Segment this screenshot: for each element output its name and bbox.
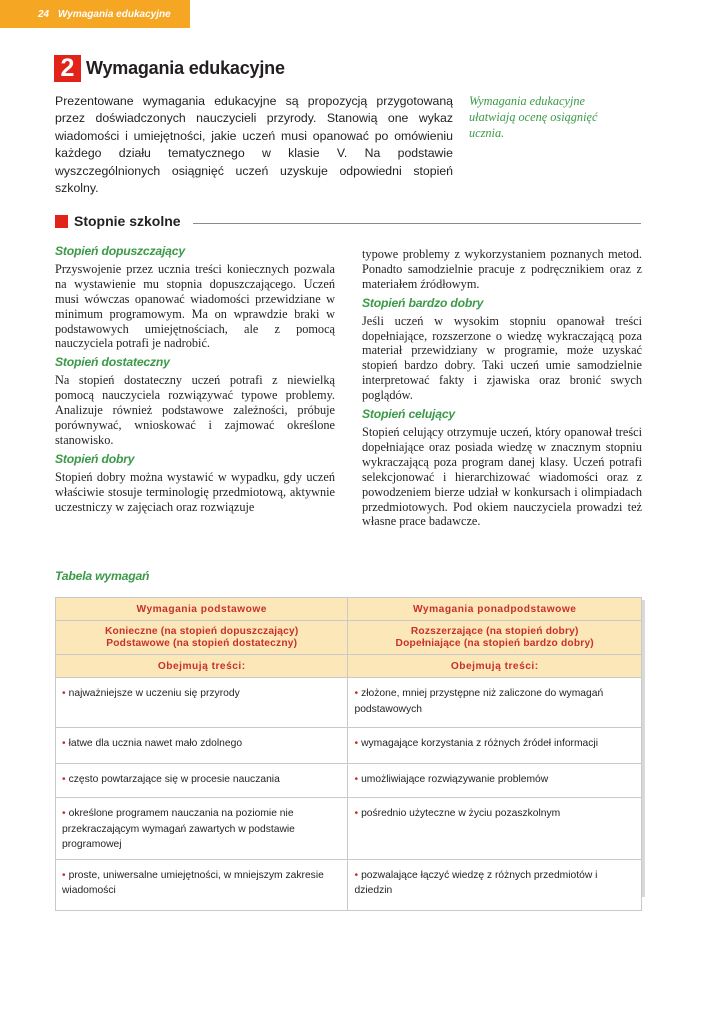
table-row: [56, 859, 642, 910]
grades-column-left: [55, 244, 335, 518]
section-heading: [54, 55, 285, 82]
bullet-icon: •: [354, 774, 359, 785]
cell-text: pozwalające łączyć wiedzę z różnych przedmiotów i dziedzin: [354, 869, 598, 896]
table-row: [56, 728, 642, 764]
cell-text: umożliwiające rozwiązywanie problemów: [361, 774, 549, 785]
grade-title: Stopień celujący: [362, 407, 455, 422]
bullet-icon: •: [62, 774, 66, 785]
intro-paragraph: Prezentowane wymagania edukacyjne są propozycją przygotowaną przez doświadczonych nauczycieli przyrody. Stanowią one wykaz wiadomości i umiejętności, jakie uczeń musi opanować po omówieniu każdego działu tematycznego w klasie V. Na podstawie wyszczególnionych osiągnięć uczeń uzyskuje odpowiedni stopień szkolny.: [55, 94, 453, 196]
cell-text: określone programem nauczania na poziomie nie przekraczającym wymagań zawartych w podstawie programowej: [62, 808, 295, 850]
grade-description: Stopień celujący otrzymuje uczeń, który opanował treści dopełniające oraz posiada wiedzę w znacznym stopniu wykraczającą poza program danej klasy. Uczeń potrafi selekcjonować i hierarchizować wiadomości oraz z powodzeniem bierze udział w konkursach i olimpiadach przedmiotowych. Pod okiem nauczyciela prowadzi też własne prace badawcze.: [362, 424, 642, 529]
grade-description: Na stopień dostateczny uczeń potrafi z niewielką pomocą nauczyciela rozwiązywać typowe problemy. Analizuje również podstawowe zależności, próbuje porównywać, wnioskować i zajmować określone stanowisko.: [55, 373, 335, 447]
grade-description-continued: typowe problemy z wykorzystaniem poznanych metod. Ponadto samodzielnie pracuje z podręcznikiem oraz z materiałem źródłowym.: [362, 247, 642, 291]
bullet-icon: •: [62, 738, 66, 749]
cell-text: proste, uniwersalne umiejętności, w mniejszym zakresie wiadomości: [62, 869, 324, 896]
section-title: Wymagania edukacyjne: [86, 58, 285, 78]
bullet-icon: •: [62, 688, 66, 699]
grade-title: Stopień bardzo dobry: [362, 295, 484, 310]
contains-label: Obejmują treści:: [348, 655, 642, 678]
table-cell: [348, 859, 642, 910]
table-row: [56, 678, 642, 728]
page-number: 24: [38, 8, 50, 20]
running-title: Wymagania edukacyjne: [58, 8, 171, 20]
bullet-icon: •: [354, 738, 359, 749]
column-title: Wymagania podstawowe: [56, 598, 348, 621]
cell-text: złożone, mniej przystępne niż zaliczone do wymagań podstawowych: [354, 688, 604, 715]
contains-label: Obejmują treści:: [56, 655, 348, 678]
column-subtitle-line: Dopełniające (na stopień bardzo dobry): [395, 637, 594, 649]
table-shadow: [642, 600, 645, 895]
cell-text: pośrednio użyteczne w życiu pozaszkolnym: [361, 808, 561, 819]
table-cell: [348, 764, 642, 798]
red-square-marker: [55, 215, 68, 228]
grade-title: Stopień dostateczny: [55, 355, 170, 370]
cell-text: wymagające korzystania z różnych źródeł informacji: [361, 738, 598, 749]
table-cell: [56, 798, 348, 860]
column-subtitle-line: Konieczne (na stopień dopuszczający): [105, 625, 299, 637]
bullet-icon: •: [62, 808, 66, 819]
table-cell: [56, 764, 348, 798]
table-cell: [56, 859, 348, 910]
grades-heading: Stopnie szkolne: [74, 213, 181, 229]
table-header-row: [56, 598, 642, 621]
grade-description: Jeśli uczeń w wysokim stopniu opanował treści dopełniające, rozszerzone o wiedzę wykraczającą poza materiał przewidziany w programie, może uzyskać stopień bardzo dobry. Taki uczeń umie samodzielnie interpretować fakty i zjawiska oraz bronić swych poglądów.: [362, 313, 642, 403]
table-cell: [348, 728, 642, 764]
table-cell: [348, 798, 642, 860]
column-subtitle: [348, 621, 642, 655]
grade-title: Stopień dopuszczający: [55, 244, 185, 258]
column-title: Wymagania ponadpodstawowe: [348, 598, 642, 621]
cell-text: często powtarzające się w procesie nauczania: [68, 774, 280, 785]
column-subtitle: [56, 621, 348, 655]
table-cell: [56, 678, 348, 728]
bullet-icon: •: [354, 869, 359, 881]
bullet-icon: •: [62, 869, 66, 881]
margin-note: Wymagania edukacyjne ułatwiają ocenę osiągnięć ucznia.: [469, 94, 598, 141]
bullet-icon: •: [354, 808, 359, 819]
heading-rule: [193, 223, 641, 224]
column-subtitle-line: Podstawowe (na stopień dostateczny): [106, 637, 298, 649]
column-subtitle-line: Rozszerzające (na stopień dobry): [410, 625, 579, 637]
table-contains-row: [56, 655, 642, 678]
section-number: 2: [54, 55, 81, 82]
cell-text: łatwe dla ucznia nawet mało zdolnego: [68, 738, 243, 749]
grade-description: Stopień dobry można wystawić w wypadku, gdy uczeń właściwie stosuje terminologię przedmiotową, aktywnie uczestniczy w zajęciach oraz rozwiązuje: [55, 469, 335, 514]
bullet-icon: •: [354, 688, 359, 699]
running-header: [0, 0, 190, 28]
grade-title: Stopień dobry: [55, 451, 135, 466]
table-label: Tabela wymagań: [55, 569, 150, 583]
table-subheader-row: [56, 621, 642, 655]
requirements-table: [55, 597, 642, 911]
table-cell: [348, 678, 642, 728]
table-cell: [56, 728, 348, 764]
grade-description: Przyswojenie przez ucznia treści koniecznych pozwala na wystawienie mu stopnia dopuszczającego. Uczeń musi wówczas opanować wiadomości przewidziane w minimum programowym. Ma on wprawdzie braki w podstawowych umiejętnościach, ale z pomocą nauczyciela potrafi je nadrobić.: [55, 261, 335, 351]
grades-subheading: [55, 211, 641, 231]
table-row: [56, 798, 642, 860]
grades-column-right: [362, 247, 642, 533]
cell-text: najważniejsze w uczeniu się przyrody: [68, 688, 240, 699]
table-row: [56, 764, 642, 798]
